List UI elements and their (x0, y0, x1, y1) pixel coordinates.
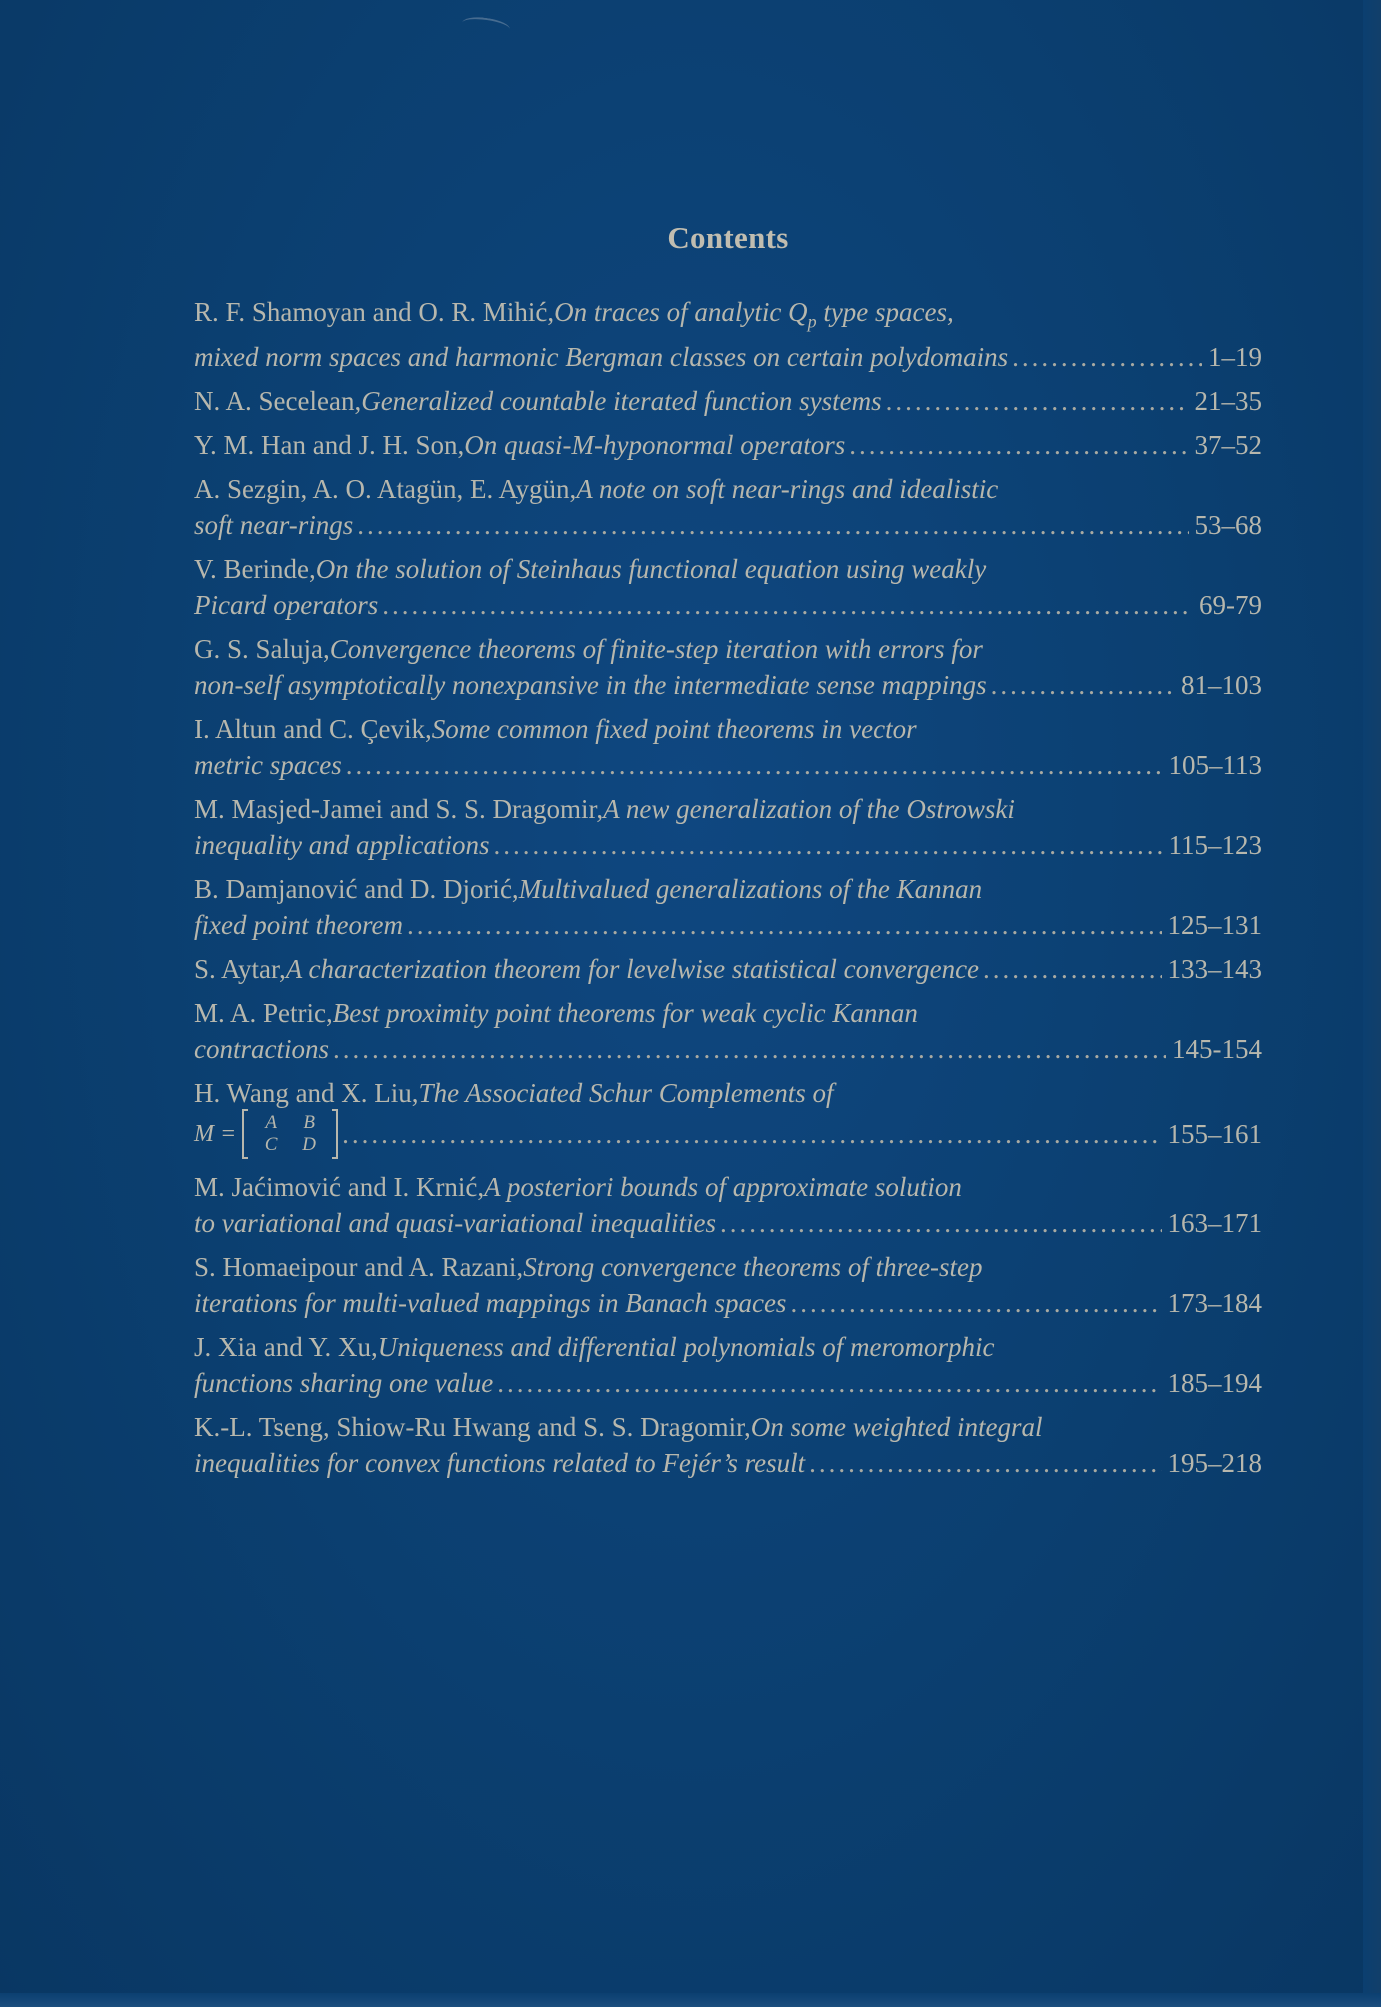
entry-authors: Y. M. Han and J. H. Son, (194, 430, 465, 461)
entry-pages: 185–194 (1167, 1368, 1262, 1399)
matrix-entry: A (265, 1112, 277, 1134)
entry-title-continued: contractions (194, 1034, 329, 1065)
entry-authors: M. Masjed-Jamei and S. S. Dragomir, (194, 794, 604, 825)
entry-pages: 163–171 (1167, 1208, 1262, 1239)
toc-entry (194, 951, 1262, 987)
entry-pages: 125–131 (1167, 910, 1262, 941)
toc-entry (194, 1329, 1262, 1401)
toc-entry (194, 383, 1262, 419)
entry-title-continued: Picard operators (194, 590, 379, 621)
toc-entry (194, 551, 1262, 623)
entry-authors: G. S. Saluja, (194, 634, 330, 665)
leader-dots (333, 1031, 1166, 1067)
entry-title: Multivalued generalizations of the Kannan (518, 874, 983, 905)
entry-title: On traces of analytic $Q_p$ type spaces, (554, 297, 954, 332)
toc-entry (194, 995, 1262, 1067)
entry-authors: M. Jaćimović and I. Krnić, (194, 1172, 485, 1203)
cover-scratch-mark (461, 15, 511, 38)
entry-title-continued: non-self asymptotically nonexpansive in the intermediate sense mappings (194, 670, 987, 701)
entry-pages: 37–52 (1194, 430, 1262, 461)
entry-pages: 145-154 (1172, 1034, 1262, 1065)
entry-pages: 81–103 (1181, 670, 1262, 701)
page-edge-right (1363, 0, 1381, 2007)
entry-title-continued: soft near-rings (194, 510, 354, 541)
toc-entry (194, 631, 1262, 703)
entry-pages: 155–161 (1167, 1119, 1262, 1150)
leader-dots (346, 747, 1163, 783)
entry-authors: I. Altun and C. Çevik, (194, 714, 432, 745)
entry-title-continued: functions sharing one value (194, 1368, 494, 1399)
entry-title-continued: to variational and quasi-variational inequalities (194, 1208, 716, 1239)
contents-heading: Contents (667, 220, 789, 255)
leader-dots (983, 951, 1161, 987)
entry-title: Some common fixed point theorems in vector (431, 714, 917, 745)
entry-authors: H. Wang and X. Liu, (194, 1078, 419, 1109)
entry-pages: 173–184 (1167, 1288, 1262, 1319)
leader-dots (357, 507, 1188, 543)
entry-pages: 53–68 (1194, 510, 1262, 541)
entry-title: A characterization theorem for levelwise statistical convergence (285, 954, 980, 985)
entry-title: A posteriori bounds of approximate solution (484, 1172, 962, 1203)
leader-dots (497, 1365, 1161, 1401)
matrix-entry: C (264, 1134, 278, 1156)
entry-title: Strong convergence theorems of three-step (523, 1252, 983, 1283)
entry-authors: A. Sezgin, A. O. Atagün, E. Aygün, (194, 474, 577, 505)
entry-pages: 1–19 (1208, 342, 1262, 373)
leader-dots (849, 427, 1188, 463)
entry-title: Best proximity point theorems for weak cyclic Kannan (332, 998, 918, 1029)
entry-authors: V. Berinde, (194, 554, 316, 585)
toc-entry (194, 1409, 1262, 1481)
toc-entry (194, 427, 1262, 463)
matrix-block (248, 1112, 332, 1156)
leader-dots (342, 1116, 1161, 1152)
matrix-entry: B (303, 1112, 315, 1134)
entry-title-continued: inequalities for convex functions related to Fejér’s result (194, 1448, 806, 1479)
entry-title-continued: mixed norm spaces and harmonic Bergman classes on certain polydomains (194, 342, 1009, 373)
entry-title: The Associated Schur Complements of (418, 1078, 834, 1109)
toc-entry (194, 1249, 1262, 1321)
toc-entry (194, 1169, 1262, 1241)
leader-dots (720, 1205, 1162, 1241)
entry-authors: J. Xia and Y. Xu, (194, 1332, 378, 1363)
entry-title-continued: fixed point theorem (194, 910, 403, 941)
entry-title: Convergence theorems of finite-step iteration with errors for (329, 634, 983, 665)
entry-pages: 115–123 (1168, 830, 1262, 861)
entry-pages: 195–218 (1167, 1448, 1262, 1479)
entry-title-continued: inequality and applications (194, 830, 490, 861)
entry-title-continued: metric spaces (194, 750, 342, 781)
leader-dots (382, 587, 1193, 623)
entry-authors: N. A. Secelean, (194, 386, 362, 417)
entry-title: On some weighted integral (750, 1412, 1043, 1443)
entry-title: On the solution of Steinhaus functional equation using weakly (315, 554, 987, 585)
entry-pages: 69-79 (1199, 590, 1262, 621)
leader-dots (1012, 339, 1202, 375)
entry-authors: R. F. Shamoyan and O. R. Mihić, (194, 297, 555, 327)
entry-authors: M. A. Petric, (194, 998, 333, 1029)
toc-entry (194, 791, 1262, 863)
toc-entry (194, 294, 1262, 375)
matrix-entry: D (302, 1134, 316, 1156)
leader-dots (493, 827, 1162, 863)
entry-pages: 21–35 (1194, 386, 1262, 417)
table-of-contents (194, 220, 1262, 1489)
toc-entry (194, 871, 1262, 943)
toc-entry (194, 711, 1262, 783)
title-subscript: p (807, 311, 817, 332)
matrix-lhs: M = (194, 1121, 237, 1148)
entry-title: A note on soft near-rings and idealistic (576, 474, 999, 505)
entry-pages: 105–113 (1168, 750, 1262, 781)
entry-authors: K.-L. Tseng, Shiow-Ru Hwang and S. S. Dragomir, (194, 1412, 751, 1443)
matrix-right-bracket (332, 1109, 338, 1159)
entry-title: Uniqueness and differential polynomials of meromorphic (377, 1332, 995, 1363)
entry-pages: 133–143 (1167, 954, 1262, 985)
entry-title-continued: iterations for multi-valued mappings in Banach spaces (194, 1288, 787, 1319)
leader-dots (407, 907, 1162, 943)
toc-entry (194, 1075, 1262, 1161)
entry-title: Generalized countable iterated function systems (361, 386, 882, 417)
entry-title: A new generalization of the Ostrowski (603, 794, 1015, 825)
entry-authors: S. Aytar, (194, 954, 286, 985)
leader-dots (991, 667, 1175, 703)
leader-dots (886, 383, 1189, 419)
leader-dots (809, 1445, 1161, 1481)
entry-title: On quasi-M-hyponormal operators (464, 430, 846, 461)
leader-dots (790, 1285, 1161, 1321)
entry-authors: B. Damjanović and D. Djorić, (194, 874, 519, 905)
page-edge-bottom (0, 1993, 1381, 2007)
entry-authors: S. Homaeipour and A. Razani, (194, 1252, 524, 1283)
toc-entry (194, 471, 1262, 543)
